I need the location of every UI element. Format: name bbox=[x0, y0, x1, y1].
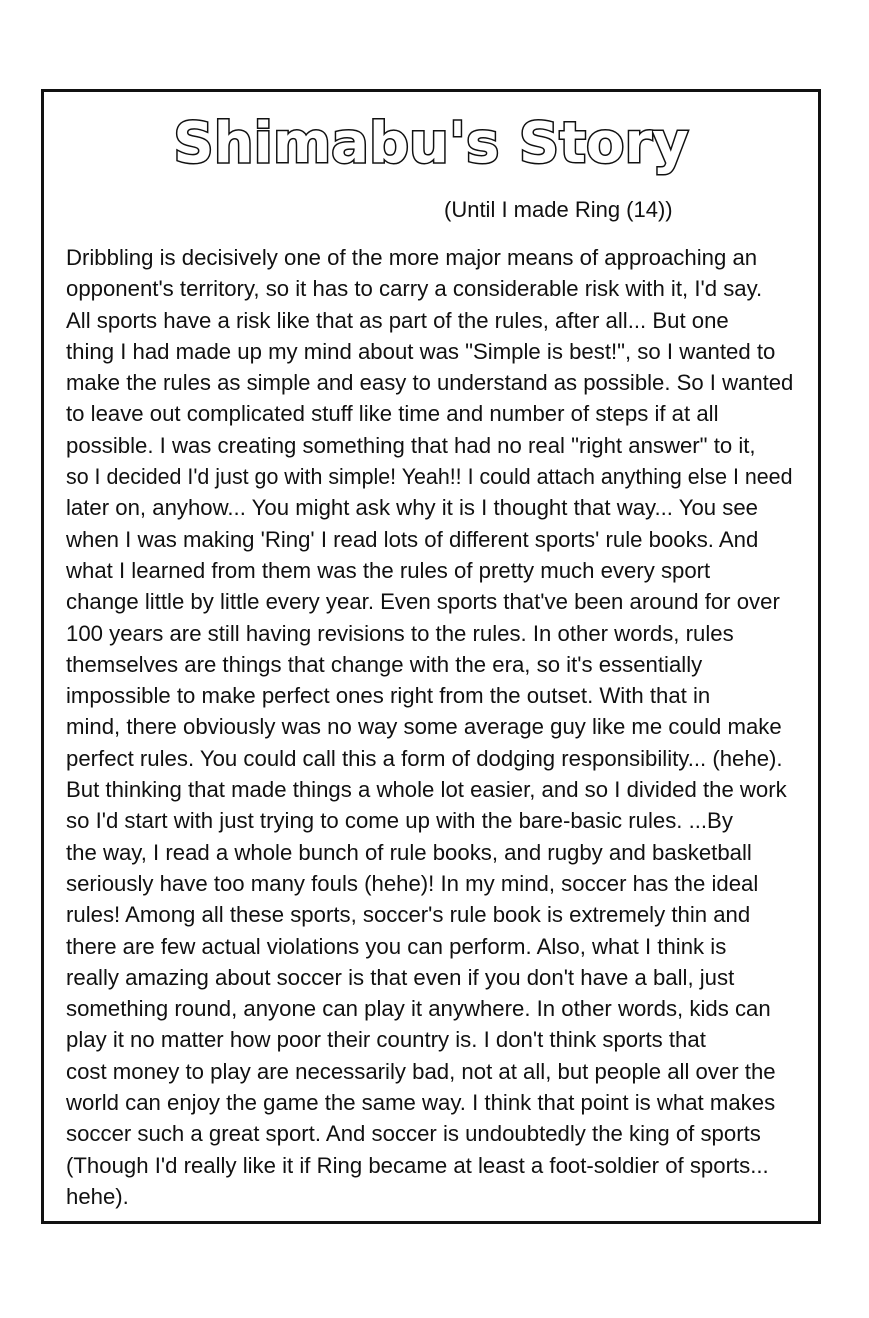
story-line: hehe). bbox=[66, 1183, 129, 1209]
story-line: impossible to make perfect ones right from the outset. With that in bbox=[66, 683, 711, 709]
story-line: All sports have a risk like that as part of the rules, after all... But one bbox=[66, 307, 729, 333]
story-line: perfect rules. You could call this a form of dodging responsibility... (hehe). bbox=[66, 745, 783, 771]
story-line: 100 years are still having revisions to the rules. In other words, rules bbox=[66, 620, 734, 646]
story-line: themselves are things that change with the era, so it's essentially bbox=[66, 651, 703, 677]
story-line: mind, there obviously was no way some average guy like me could make bbox=[66, 714, 782, 740]
story-line: there are few actual violations you can perform. Also, what I think is bbox=[66, 933, 727, 959]
story-line: to leave out complicated stuff like time and number of steps if at all bbox=[66, 401, 719, 427]
story-line: something round, anyone can play it anywhere. In other words, kids can bbox=[66, 996, 771, 1022]
story-line: world can enjoy the game the same way. I think that point is what makes bbox=[66, 1090, 776, 1116]
story-line: change little by little every year. Even sports that've been around for over bbox=[66, 589, 780, 615]
story-line: the way, I read a whole bunch of rule books, and rugby and basketball bbox=[66, 839, 752, 865]
story-line: rules! Among all these sports, soccer's rule book is extremely thin and bbox=[66, 902, 751, 928]
text-panel-frame bbox=[41, 89, 821, 1224]
story-line: make the rules as simple and easy to understand as possible. So I wanted bbox=[66, 370, 794, 396]
story-line: Dribbling is decisively one of the more major means of approaching an bbox=[66, 245, 758, 270]
story-line: really amazing about soccer is that even if you don't have a ball, just bbox=[66, 964, 735, 990]
story-line: seriously have too many fouls (hehe)! In my mind, soccer has the ideal bbox=[66, 870, 759, 896]
story-line: But thinking that made things a whole lot easier, and so I divided the work bbox=[66, 777, 787, 803]
story-line: play it no matter how poor their country is. I don't think sports that bbox=[66, 1027, 706, 1053]
page-subtitle: (Until I made Ring (14)) bbox=[444, 197, 673, 222]
story-line: thing I had made up my mind about was "Simple is best!", so I wanted to bbox=[66, 338, 776, 364]
story-line: opponent's territory, so it has to carry a considerable risk with it, I'd say. bbox=[66, 276, 763, 302]
story-line: so I'd start with just trying to come up with the bare-basic rules. ...By bbox=[66, 808, 733, 834]
story-line: when I was making 'Ring' I read lots of different sports' rule books. And bbox=[66, 526, 759, 552]
story-line: (Though I'd really like it if Ring became at least a foot-soldier of sports... bbox=[66, 1152, 769, 1178]
story-line: so I decided I'd just go with simple! Yeah!! I could attach anything else I need bbox=[66, 464, 793, 490]
story-line: later on, anyhow... You might ask why it is I thought that way... You see bbox=[66, 495, 758, 521]
story-line: soccer such a great sport. And soccer is undoubtedly the king of sports bbox=[66, 1121, 761, 1147]
story-line: what I learned from them was the rules of pretty much every sport bbox=[66, 557, 711, 583]
story-body bbox=[66, 242, 795, 1212]
page-title: Shimabu's Story bbox=[173, 111, 689, 176]
story-line: possible. I was creating something that had no real "right answer" to it, bbox=[66, 432, 756, 458]
story-line: cost money to play are necessarily bad, not at all, but people all over the bbox=[66, 1058, 776, 1084]
